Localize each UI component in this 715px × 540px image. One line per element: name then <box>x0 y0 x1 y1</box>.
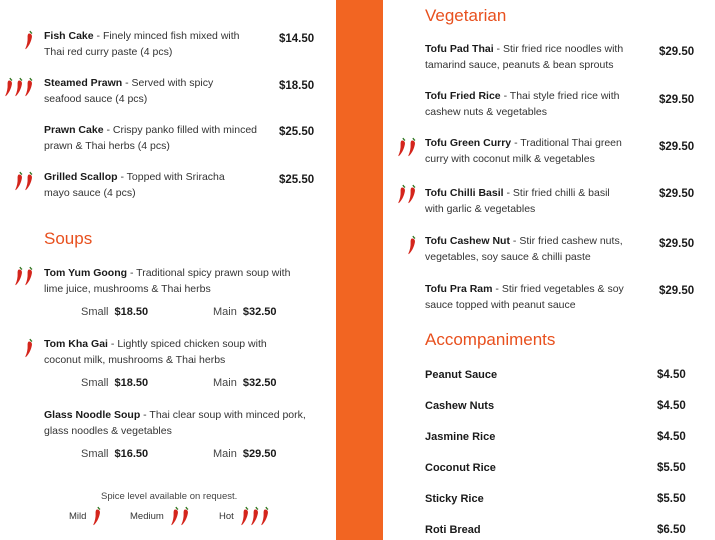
size-small: Small $18.50 <box>81 377 149 389</box>
menu-item-tofu-green-curry: Tofu Green Curry - Traditional Thai green curry with coconut milk & vegetables <box>425 137 622 165</box>
size-small: Small $16.50 <box>81 448 149 460</box>
spice-indicator <box>397 137 417 157</box>
menu-item-tofu-pad-thai: Tofu Pad Thai - Stir fried rice noodles with tamarind sauce, peanuts & bean sprouts <box>425 43 624 71</box>
price: $29.50 <box>659 94 695 106</box>
spice-indicator <box>14 171 34 191</box>
price: $25.50 <box>279 126 315 138</box>
section-title-accompaniments: Accompaniments <box>425 330 556 349</box>
accompaniment-name: Roti Bread <box>425 524 481 536</box>
accompaniment-name: Sticky Rice <box>425 493 484 505</box>
menu-item-steamed-prawn: Steamed Prawn - Served with spicy seafood sauce (4 pcs) <box>44 77 214 105</box>
chili-icon <box>4 77 14 97</box>
menu-item-tom-kha-gai: Tom Kha Gai - Lightly spiced chicken soup with coconut milk, mushrooms & Thai herbs <box>44 338 267 366</box>
price: $6.50 <box>657 524 686 536</box>
size-main: Main $32.50 <box>213 377 277 389</box>
menu-item-fish-cake: Fish Cake - Finely minced fish mixed with Thai red curry paste (4 pcs) <box>44 30 240 58</box>
menu-item-prawn-cake: Prawn Cake - Crispy panko filled with minced prawn & Thai herbs (4 pcs) <box>44 124 258 152</box>
chili-icon <box>24 77 34 97</box>
price: $4.50 <box>657 369 686 381</box>
chili-icon <box>260 506 270 526</box>
price: $29.50 <box>659 46 695 58</box>
menu-item-tom-yum-goong: Tom Yum Goong - Traditional spicy prawn soup with lime juice, mushrooms & Thai herbs <box>44 267 291 295</box>
chili-icon <box>397 137 407 157</box>
accompaniment-name: Cashew Nuts <box>425 400 495 412</box>
accompaniment-name: Jasmine Rice <box>425 431 496 443</box>
size-small: Small $18.50 <box>81 306 149 318</box>
spice-legend-hot: Hot <box>219 506 270 526</box>
spice-indicator <box>240 506 270 526</box>
menu-page-right <box>383 0 715 540</box>
accompaniment-name: Peanut Sauce <box>425 369 498 381</box>
chili-icon <box>240 506 250 526</box>
chili-icon <box>24 338 34 358</box>
price: $4.50 <box>657 431 686 443</box>
price: $14.50 <box>279 33 315 45</box>
chili-icon <box>180 506 190 526</box>
chili-icon <box>170 506 180 526</box>
price: $25.50 <box>279 174 315 186</box>
price: $5.50 <box>657 462 686 474</box>
spice-legend-medium: Medium <box>130 506 190 526</box>
spice-indicator <box>397 184 417 204</box>
chili-icon <box>14 171 24 191</box>
chili-icon <box>397 184 407 204</box>
chili-icon <box>24 266 34 286</box>
menu-item-tofu-pra-ram: Tofu Pra Ram - Stir fried vegetables & soy sauce topped with peanut sauce <box>425 283 624 311</box>
spice-indicator <box>407 235 417 255</box>
chili-icon <box>92 506 102 526</box>
price: $5.50 <box>657 493 686 505</box>
chili-icon <box>250 506 260 526</box>
chili-icon <box>407 184 417 204</box>
spice-indicator <box>92 506 102 526</box>
spice-note: Spice level available on request. <box>101 491 238 502</box>
price: $29.50 <box>659 238 695 250</box>
section-title-soups: Soups <box>44 229 93 248</box>
price: $29.50 <box>659 141 695 153</box>
spice-indicator <box>14 266 34 286</box>
price: $29.50 <box>659 285 695 297</box>
menu-page-left <box>0 0 336 540</box>
chili-icon <box>407 137 417 157</box>
spice-indicator <box>170 506 190 526</box>
size-main: Main $32.50 <box>213 306 277 318</box>
chili-icon <box>407 235 417 255</box>
price: $29.50 <box>659 188 695 200</box>
chili-icon <box>14 266 24 286</box>
menu-item-tofu-chilli-basil: Tofu Chilli Basil - Stir fried chilli & basil with garlic & vegetables <box>425 187 610 215</box>
chili-icon <box>24 30 34 50</box>
chili-icon <box>24 171 34 191</box>
chili-icon <box>14 77 24 97</box>
page-divider <box>336 0 383 540</box>
menu-item-tofu-fried-rice: Tofu Fried Rice - Thai style fried rice with cashew nuts & vegetables <box>425 90 620 118</box>
menu-item-tofu-cashew-nut: Tofu Cashew Nut - Stir fried cashew nuts, vegetables, soy sauce & chilli paste <box>425 235 623 263</box>
size-main: Main $29.50 <box>213 448 277 460</box>
spice-indicator <box>4 77 34 97</box>
menu-item-grilled-scallop: Grilled Scallop - Topped with Sriracha mayo sauce (4 pcs) <box>44 171 225 199</box>
spice-indicator <box>24 30 34 50</box>
spice-legend-mild: Mild <box>69 506 102 526</box>
price: $18.50 <box>279 80 315 92</box>
spice-indicator <box>24 338 34 358</box>
accompaniment-name: Coconut Rice <box>425 462 496 474</box>
section-title-vegetarian: Vegetarian <box>425 6 507 25</box>
menu-item-glass-noodle-soup: Glass Noodle Soup - Thai clear soup with minced pork, glass noodles & vegetables <box>44 409 306 437</box>
price: $4.50 <box>657 400 686 412</box>
